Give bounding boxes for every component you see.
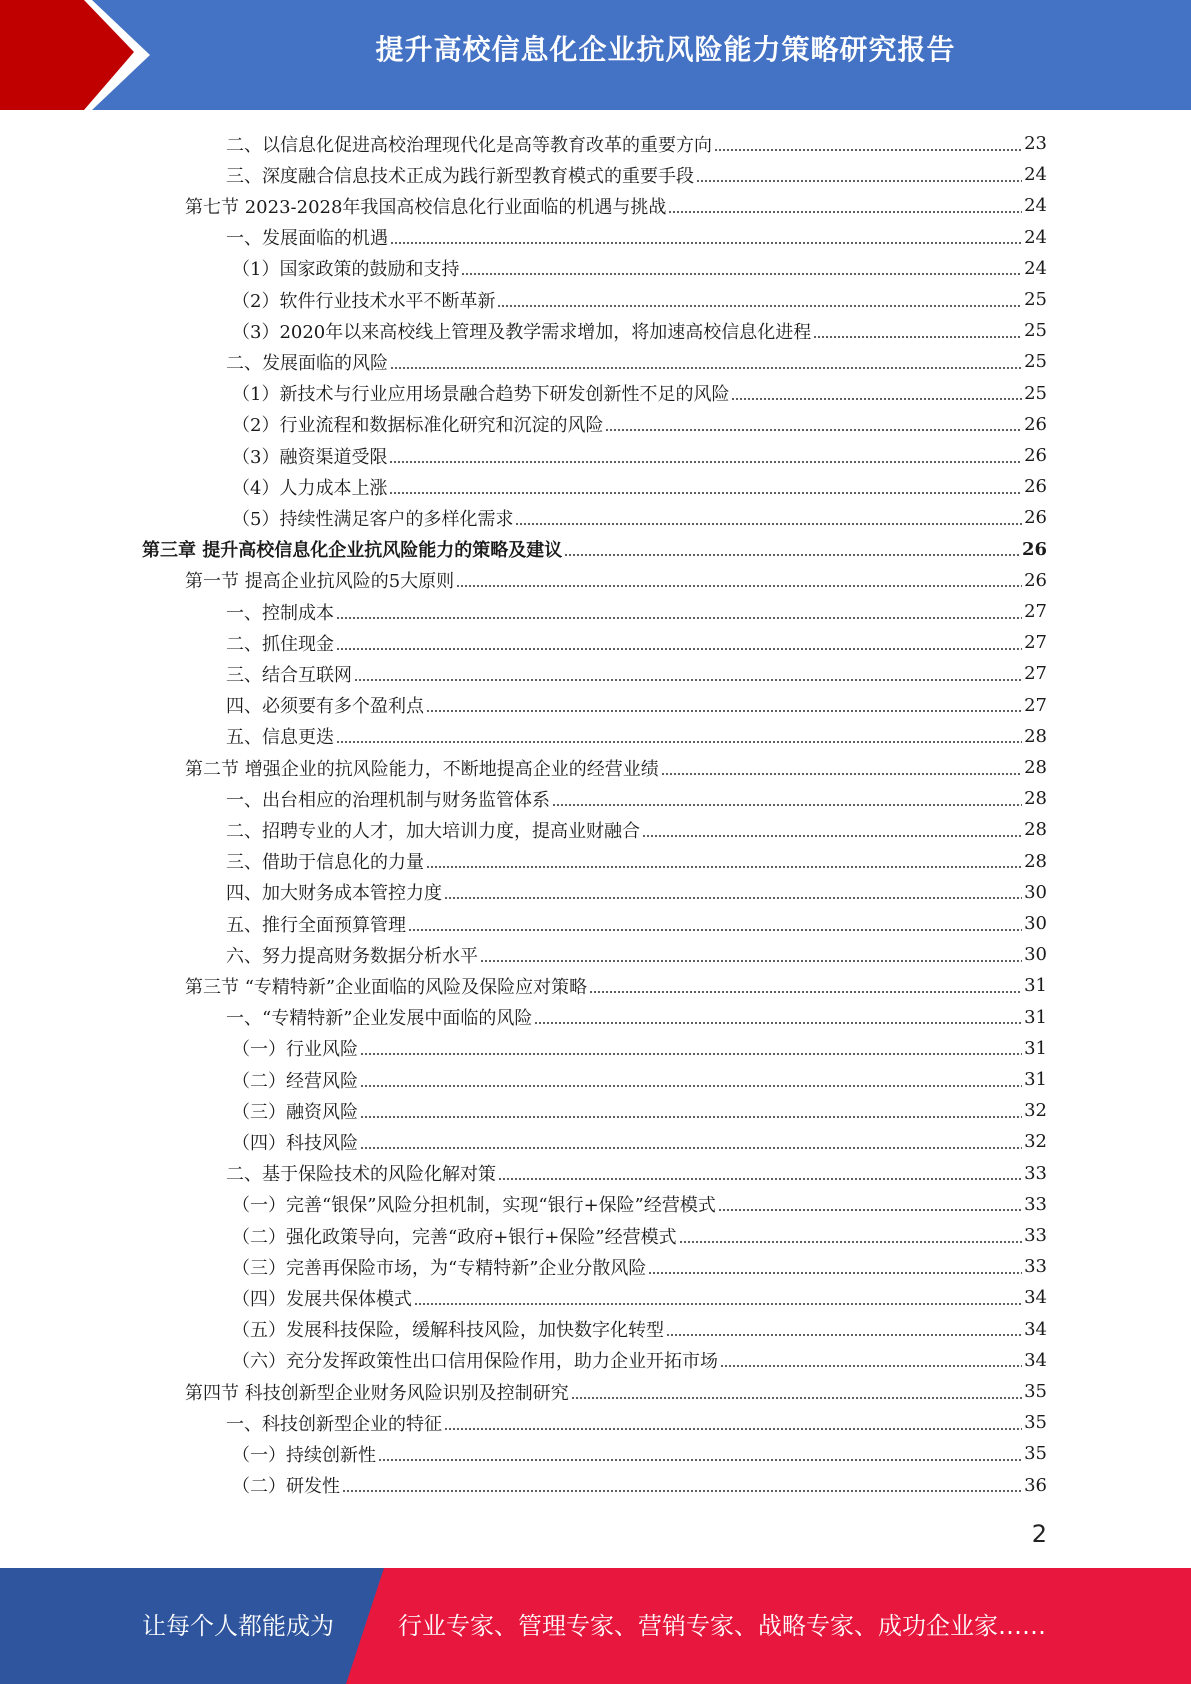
- toc-entry[interactable]: [226, 658, 1047, 689]
- toc-dot-leader: [813, 336, 1022, 338]
- toc-entry[interactable]: [185, 190, 1047, 221]
- toc-entry[interactable]: [232, 284, 1047, 315]
- toc-dot-leader: [360, 1147, 1022, 1149]
- toc-dot-leader: [354, 679, 1022, 681]
- report-title: 提升高校信息化企业抗风险能力策略研究报告: [375, 33, 956, 66]
- toc-entry-title: 二、抓住现金: [226, 633, 334, 655]
- toc-entry-page: 25: [1024, 351, 1047, 373]
- toc-dot-leader: [426, 710, 1022, 712]
- toc-entry[interactable]: [185, 565, 1047, 596]
- toc-entry-title: 二、以信息化促进高校治理现代化是高等教育改革的重要方向: [226, 134, 712, 156]
- toc-entry-title: （1）国家政策的鼓励和支持: [232, 259, 460, 281]
- toc-entry-page: 25: [1024, 382, 1047, 404]
- toc-entry[interactable]: [226, 1002, 1047, 1033]
- toc-entry[interactable]: [232, 315, 1047, 346]
- toc-entry-page: 27: [1024, 632, 1047, 654]
- toc-entry-title: （三）融资风险: [232, 1101, 358, 1123]
- toc-entry[interactable]: [226, 783, 1047, 814]
- toc-entry[interactable]: [226, 346, 1047, 377]
- page-number: 2: [1031, 1520, 1047, 1548]
- footer-slogan-left: 让每个人都能成为: [142, 1612, 334, 1640]
- toc-entry-page: 26: [1024, 476, 1047, 498]
- toc-dot-leader: [390, 242, 1022, 244]
- toc-dot-leader: [714, 149, 1022, 151]
- toc-dot-leader: [336, 741, 1022, 743]
- toc-entry[interactable]: [226, 596, 1047, 627]
- toc-entry-title: （3）2020年以来高校线上管理及教学需求增加，将加速高校信息化进程: [232, 321, 812, 343]
- toc-entry-page: 35: [1024, 1443, 1047, 1465]
- page-footer: [0, 1568, 1191, 1684]
- toc-dot-leader: [666, 1334, 1022, 1336]
- toc-dot-leader: [497, 305, 1022, 307]
- toc-dot-leader: [336, 617, 1022, 619]
- toc-dot-leader: [731, 398, 1022, 400]
- toc-entry-page: 32: [1024, 1100, 1047, 1122]
- toc-dot-leader: [389, 461, 1022, 463]
- toc-entry-page: 33: [1024, 1193, 1047, 1215]
- toc-entry-page: 33: [1024, 1225, 1047, 1246]
- toc-entry-page: 26: [1021, 538, 1047, 560]
- toc-entry-page: 23: [1024, 133, 1047, 154]
- toc-entry-page: 26: [1024, 413, 1047, 435]
- toc-entry-title: 第二节 增强企业的抗风险能力，不断地提高企业的经营业绩: [185, 758, 659, 780]
- toc-dot-leader: [642, 835, 1022, 837]
- toc-entry[interactable]: [226, 690, 1047, 721]
- toc-entry[interactable]: [226, 222, 1047, 253]
- toc-dot-leader: [360, 1116, 1022, 1118]
- toc-entry[interactable]: [232, 440, 1047, 471]
- toc-entry-page: 25: [1024, 289, 1047, 310]
- toc-entry[interactable]: [226, 627, 1047, 658]
- toc-entry-title: （3）融资渠道受限: [232, 446, 388, 468]
- toc-entry-title: 第三章 提升高校信息化企业抗风险能力的策略及建议: [142, 540, 563, 562]
- toc-entry-title: 三、深度融合信息技术正成为践行新型教育模式的重要手段: [226, 165, 694, 187]
- toc-entry-page: 28: [1024, 757, 1047, 778]
- toc-dot-leader: [456, 585, 1022, 587]
- toc-entry-page: 34: [1024, 1318, 1047, 1340]
- toc-entry-title: （2）行业流程和数据标准化研究和沉淀的风险: [232, 415, 604, 437]
- header-red-chevron: [0, 0, 150, 110]
- toc-entry[interactable]: [226, 814, 1047, 845]
- toc-entry-title: 第四节 科技创新型企业财务风险识别及控制研究: [185, 1382, 569, 1404]
- toc-dot-leader: [408, 929, 1022, 931]
- toc-entry[interactable]: [232, 409, 1047, 440]
- toc-entry-title: （4）人力成本上涨: [232, 477, 388, 499]
- toc-entry-title: （四）发展共保体模式: [232, 1288, 412, 1310]
- toc-entry-title: （5）持续性满足客户的多样化需求: [232, 508, 514, 530]
- toc-entry[interactable]: [226, 159, 1047, 190]
- toc-entry[interactable]: [232, 1220, 1047, 1251]
- toc-dot-leader: [661, 773, 1022, 775]
- toc-entry[interactable]: [185, 752, 1047, 783]
- toc-dot-leader: [515, 523, 1022, 525]
- toc-entry-page: 24: [1024, 195, 1047, 217]
- toc-entry-title: （一）行业风险: [232, 1039, 358, 1061]
- toc-entry[interactable]: [232, 1314, 1047, 1345]
- toc-entry-title: （六）充分发挥政策性出口信用保险作用，助力企业开拓市场: [232, 1351, 718, 1373]
- toc-entry[interactable]: [226, 721, 1047, 752]
- toc-entry-title: 三、结合互联网: [226, 664, 352, 686]
- toc-entry-title: （五）发展科技保险，缓解科技风险，加快数字化转型: [232, 1320, 664, 1342]
- toc-entry-title: 第七节 2023-2028年我国高校信息化行业面临的机遇与挑战: [185, 196, 667, 218]
- toc-entry-page: 31: [1024, 1006, 1047, 1028]
- toc-entry[interactable]: [226, 1158, 1047, 1189]
- toc-entry[interactable]: [232, 253, 1047, 284]
- toc-dot-leader: [648, 1272, 1022, 1274]
- toc-entry-title: 四、加大财务成本管控力度: [226, 883, 442, 905]
- toc-entry-title: （二）强化政策导向，完善“政府+银行+保险”经营模式: [232, 1226, 677, 1248]
- toc-dot-leader: [342, 1490, 1022, 1492]
- toc-dot-leader: [571, 1397, 1022, 1399]
- toc-entry-page: 28: [1024, 788, 1047, 810]
- toc-entry[interactable]: [232, 1282, 1047, 1313]
- toc-dot-leader: [390, 367, 1022, 369]
- toc-entry-title: （1）新技术与行业应用场景融合趋势下研发创新性不足的风险: [232, 384, 730, 406]
- toc-entry-page: 32: [1024, 1131, 1047, 1153]
- toc-entry-page: 33: [1024, 1256, 1047, 1278]
- toc-entry-page: 28: [1024, 819, 1047, 841]
- toc-entry-title: 第三节 “专精特新”企业面临的风险及保险应对策略: [185, 976, 588, 998]
- toc-dot-leader: [426, 866, 1022, 868]
- toc-entry-page: 34: [1024, 1349, 1047, 1371]
- toc-entry-title: 一、“专精特新”企业发展中面临的风险: [226, 1008, 533, 1030]
- toc-entry[interactable]: [232, 1126, 1047, 1157]
- toc-dot-leader: [498, 1178, 1022, 1180]
- toc-dot-leader: [360, 1053, 1022, 1055]
- toc-dot-leader: [461, 273, 1022, 275]
- toc-dot-leader: [718, 1209, 1022, 1211]
- toc-entry-page: 30: [1024, 944, 1047, 966]
- toc-entry-title: （三）完善再保险市场，为“专精特新”企业分散风险: [232, 1257, 647, 1279]
- toc-dot-leader: [589, 991, 1022, 993]
- toc-entry-page: 31: [1024, 1069, 1047, 1090]
- footer-slogan-right: 行业专家、管理专家、营销专家、战略专家、成功企业家……: [398, 1612, 1046, 1640]
- toc-entry-title: 一、发展面临的机遇: [226, 228, 388, 250]
- toc-entry-title: 五、推行全面预算管理: [226, 914, 406, 936]
- toc-entry[interactable]: [232, 1470, 1047, 1501]
- toc-entry-page: 35: [1024, 1412, 1047, 1434]
- toc-dot-leader: [378, 1459, 1022, 1461]
- toc-entry[interactable]: [185, 1376, 1047, 1407]
- toc-entry-title: 六、努力提高财务数据分析水平: [226, 945, 478, 967]
- toc-dot-leader: [668, 211, 1022, 213]
- toc-entry-page: 34: [1024, 1287, 1047, 1309]
- toc-entry[interactable]: [232, 1438, 1047, 1469]
- toc-entry-page: 28: [1024, 725, 1047, 747]
- toc-dot-leader: [605, 429, 1022, 431]
- toc-entry-title: （二）经营风险: [232, 1070, 358, 1092]
- toc-entry-page: 25: [1024, 320, 1047, 342]
- toc-dot-leader: [414, 1303, 1022, 1305]
- toc-entry-title: 第一节 提高企业抗风险的5大原则: [185, 571, 455, 593]
- toc-dot-leader: [679, 1241, 1023, 1243]
- toc-entry[interactable]: [232, 1033, 1047, 1064]
- toc-entry[interactable]: [232, 1095, 1047, 1126]
- toc-dot-leader: [552, 804, 1022, 806]
- toc-dot-leader: [389, 492, 1022, 494]
- toc-entry-page: 31: [1024, 1037, 1047, 1059]
- toc-entry-title: 二、基于保险技术的风险化解对策: [226, 1164, 496, 1186]
- toc-entry-page: 26: [1024, 445, 1047, 466]
- toc-entry[interactable]: [232, 378, 1047, 409]
- toc-dot-leader: [444, 1428, 1022, 1430]
- toc-entry[interactable]: [226, 846, 1047, 877]
- toc-entry-page: 24: [1024, 164, 1047, 186]
- toc-entry-title: （四）科技风险: [232, 1132, 358, 1154]
- toc-entry-title: （2）软件行业技术水平不断革新: [232, 290, 496, 312]
- toc-entry-page: 24: [1024, 257, 1047, 279]
- toc-dot-leader: [564, 554, 1020, 556]
- toc-entry-page: 28: [1024, 850, 1047, 872]
- toc-entry-page: 36: [1024, 1474, 1047, 1496]
- toc-entry[interactable]: [226, 1407, 1047, 1438]
- toc-entry[interactable]: [232, 471, 1047, 502]
- toc-dot-leader: [480, 960, 1022, 962]
- toc-dot-leader: [720, 1365, 1022, 1367]
- toc-dot-leader: [444, 897, 1022, 899]
- toc-entry[interactable]: [226, 908, 1047, 939]
- toc-dot-leader: [696, 180, 1022, 182]
- toc-entry-title: （一）持续创新性: [232, 1444, 376, 1466]
- toc-entry-title: 五、信息更迭: [226, 727, 334, 749]
- toc-entry-title: 一、出台相应的治理机制与财务监管体系: [226, 789, 550, 811]
- toc-entry[interactable]: [142, 534, 1047, 565]
- toc-entry[interactable]: [226, 939, 1047, 970]
- toc-entry-page: 26: [1024, 507, 1047, 529]
- toc-entry-title: （一）完善“银保”风险分担机制，实现“银行+保险”经营模式: [232, 1195, 716, 1217]
- toc-entry-title: （二）研发性: [232, 1476, 340, 1498]
- toc-entry-title: 三、借助于信息化的力量: [226, 852, 424, 874]
- toc-entry[interactable]: [185, 970, 1047, 1001]
- page-header: [0, 0, 1191, 110]
- toc-entry-title: 二、发展面临的风险: [226, 352, 388, 374]
- toc-dot-leader: [336, 648, 1022, 650]
- toc-entry-title: 二、招聘专业的人才，加大培训力度，提高业财融合: [226, 820, 640, 842]
- toc-entry-page: 27: [1024, 663, 1047, 685]
- toc-entry[interactable]: [226, 877, 1047, 908]
- toc-entry-page: 30: [1024, 881, 1047, 903]
- toc-entry-page: 31: [1024, 975, 1047, 997]
- toc-entry[interactable]: [232, 1251, 1047, 1282]
- toc-entry-page: 24: [1024, 226, 1047, 248]
- toc-dot-leader: [534, 1022, 1022, 1024]
- toc-entry[interactable]: [232, 502, 1047, 533]
- toc-entry-title: 一、科技创新型企业的特征: [226, 1413, 442, 1435]
- toc-entry[interactable]: [232, 1345, 1047, 1376]
- toc-entry-title: 一、控制成本: [226, 602, 334, 624]
- toc-entry-page: 27: [1024, 694, 1047, 716]
- toc-entry-page: 35: [1024, 1381, 1047, 1402]
- toc-entry-page: 30: [1024, 913, 1047, 934]
- toc-entry-page: 26: [1024, 569, 1047, 591]
- toc-entry[interactable]: [232, 1189, 1047, 1220]
- toc-entry[interactable]: [226, 128, 1047, 159]
- toc-entry-title: 四、必须要有多个盈利点: [226, 696, 424, 718]
- toc-entry[interactable]: [232, 1064, 1047, 1095]
- toc-dot-leader: [360, 1085, 1022, 1087]
- toc-entry-page: 27: [1024, 601, 1047, 622]
- toc-entry-page: 33: [1024, 1162, 1047, 1184]
